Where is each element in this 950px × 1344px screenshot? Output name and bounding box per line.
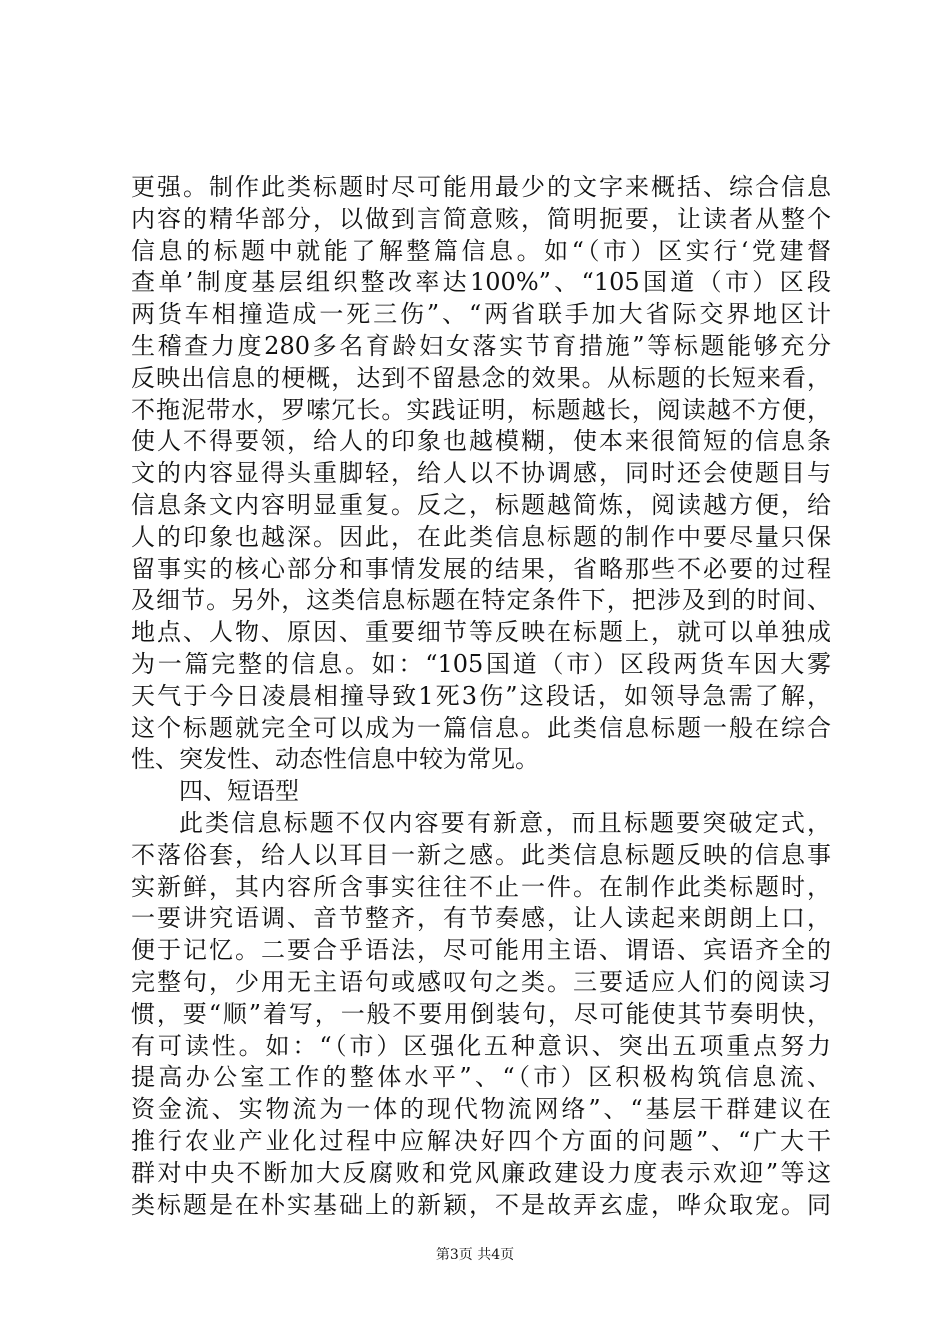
section-heading: 四、短语型 (179, 777, 299, 806)
text-line: 不拖泥带水，罗嗦冗长。实践证明，标题越长，阅读越不方便， (131, 395, 831, 424)
paragraph-1 (131, 172, 831, 776)
text-line: 群对中央不断加大反腐败和党风廉政建设力度表示欢迎”等这 (131, 1158, 831, 1187)
text-line: 一要讲究语调、音节整齐，有节奏感，让人读起来朗朗上口， (131, 904, 831, 933)
text-line: 有可读性。如：“（市）区强化五种意识、突出五项重点努力 (131, 1031, 831, 1060)
text-line: 使人不得要领，给人的印象也越模糊，使本来很简短的信息条 (131, 427, 831, 456)
text-line: 文的内容显得头重脚轻，给人以不协调感，同时还会使题目与 (131, 459, 831, 488)
text-line: 完整句，少用无主语句或感叹句之类。三要适应人们的阅读习 (131, 967, 831, 996)
text-line: 类标题是在朴实基础上的新颖，不是故弄玄虚，哗众取宠。同 (131, 1190, 831, 1219)
text-line: 反映出信息的梗概，达到不留悬念的效果。从标题的长短来看， (131, 363, 831, 392)
text-line: 及细节。另外，这类信息标题在特定条件下，把涉及到的时间、 (131, 586, 831, 615)
text-line: 资金流、实物流为一体的现代物流网络”、“基层干群建议在 (131, 1095, 831, 1124)
text-line: 信息的标题中就能了解整篇信息。如“（市）区实行‘党建督 (131, 236, 831, 265)
text-line: 两货车相撞造成一死三伤”、“两省联手加大省际交界地区计 (131, 300, 831, 329)
text-line: 查单’制度基层组织整改率达100%”、“105国道（市）区段 (131, 268, 831, 297)
text-line: 生稽查力度280多名育龄妇女落实节育措施”等标题能够充分 (131, 331, 831, 360)
text-line: 不落俗套，给人以耳目一新之感。此类信息标题反映的信息事 (131, 840, 831, 869)
text-line: 推行农业产业化过程中应解决好四个方面的问题”、“广大干 (131, 1126, 831, 1155)
text-line: 信息条文内容明显重复。反之，标题越简炼，阅读越方便，给 (131, 490, 831, 519)
paragraph-2 (131, 808, 831, 1221)
text-line: 更强。制作此类标题时尽可能用最少的文字来概括、综合信息 (131, 173, 831, 201)
document-body (131, 172, 831, 1221)
text-line: 内容的精华部分，以做到言简意赅，简明扼要，让读者从整个 (131, 204, 831, 233)
text-line: 性、突发性、动态性信息中较为常见。 (131, 745, 539, 774)
text-line: 便于记忆。二要合乎语法，尽可能用主语、谓语、宾语齐全的 (131, 936, 831, 965)
text-line: 为一篇完整的信息。如：“105国道（市）区段两货车因大雾 (131, 649, 831, 678)
text-line: 天气于今日凌晨相撞导致1死3伤”这段话，如领导急需了解， (131, 681, 831, 710)
text-line: 惯，要“顺”着写，一般不要用倒装句，尽可能使其节奏明快， (131, 999, 831, 1028)
text-line: 这个标题就完全可以成为一篇信息。此类信息标题一般在综合 (131, 713, 831, 742)
page-footer: 第3页 共4页 (435, 1247, 515, 1263)
text-line: 此类信息标题不仅内容要有新意，而且标题要突破定式， (179, 808, 831, 837)
text-line: 提高办公室工作的整体水平”、“（市）区积极构筑信息流、 (131, 1063, 831, 1092)
text-line: 地点、人物、原因、重要细节等反映在标题上，就可以单独成 (131, 618, 831, 647)
text-line: 留事实的核心部分和事情发展的结果，省略那些不必要的过程 (131, 554, 831, 583)
text-line: 实新鲜，其内容所含事实往往不止一件。在制作此类标题时， (131, 872, 831, 901)
text-line: 人的印象也越深。因此，在此类信息标题的制作中要尽量只保 (131, 522, 831, 551)
